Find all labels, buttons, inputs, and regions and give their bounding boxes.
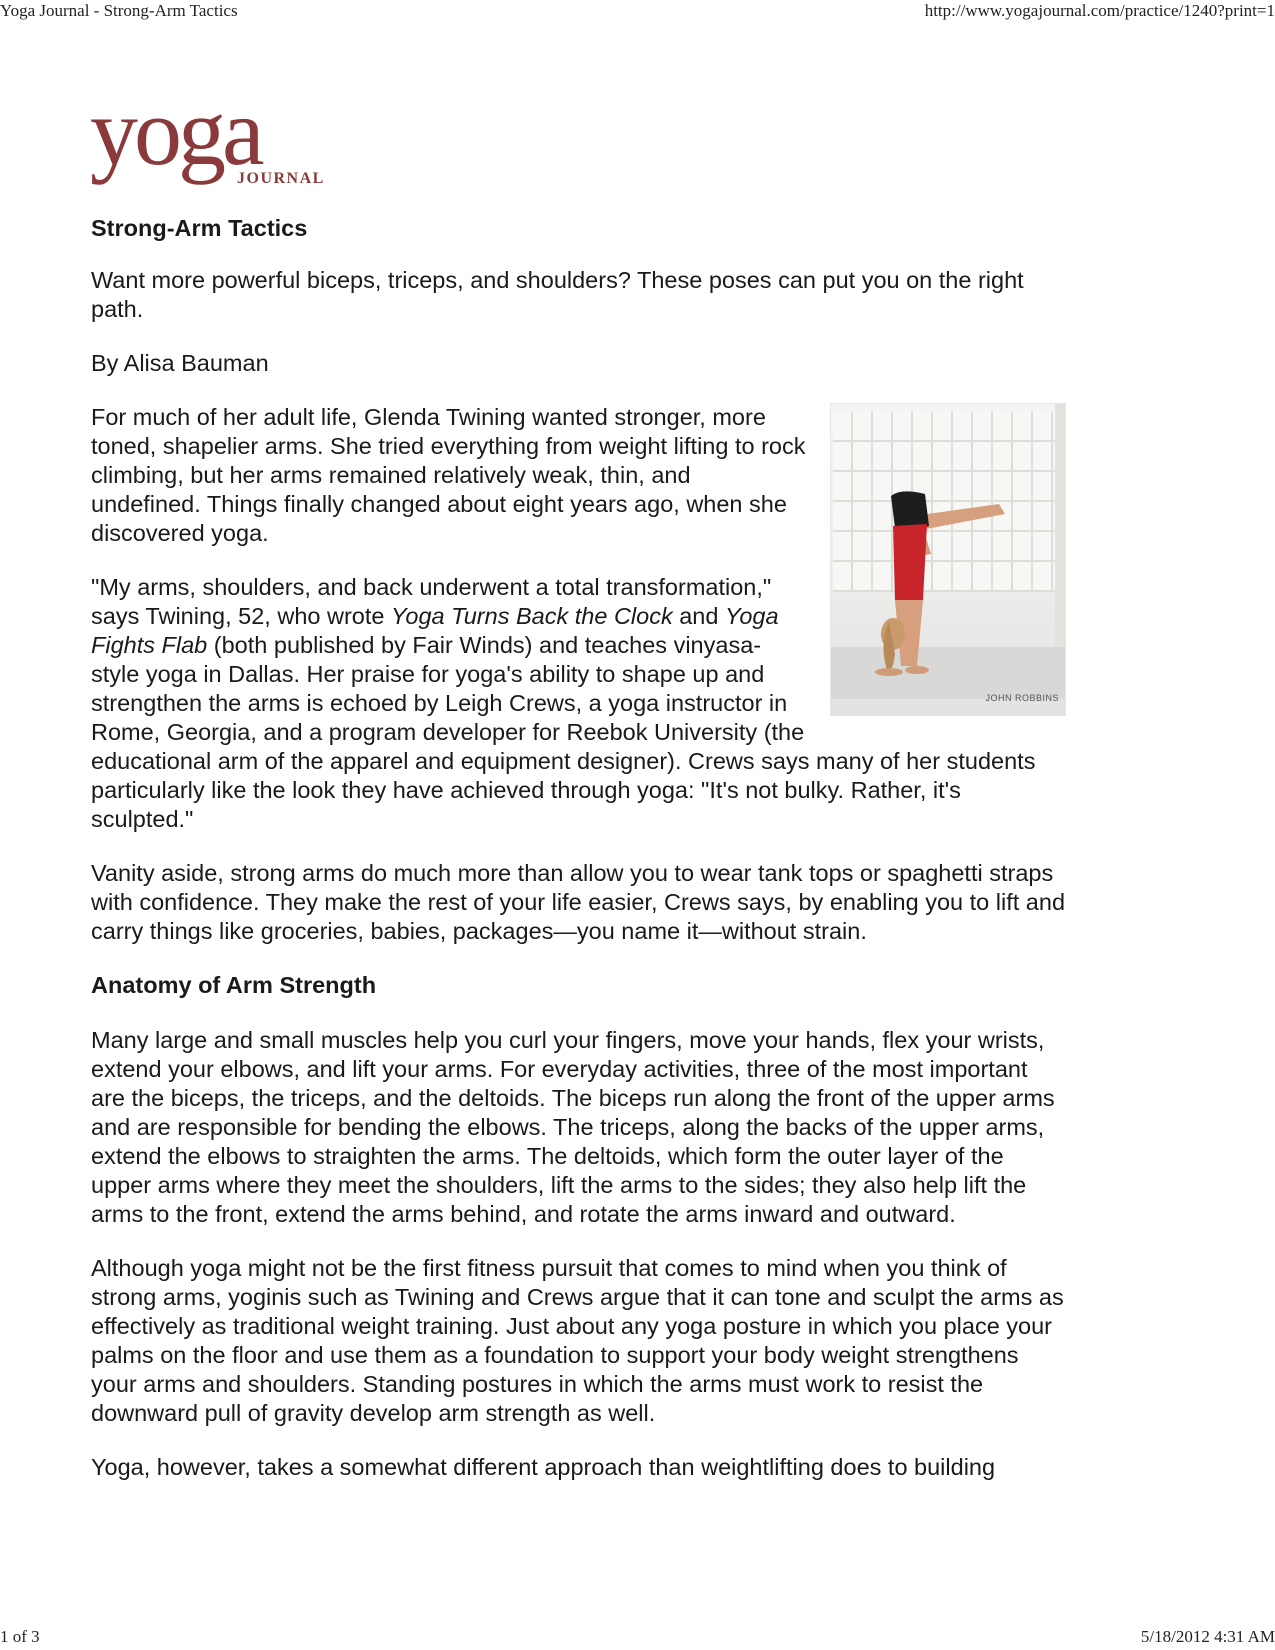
article-byline: By Alisa Bauman [91,350,269,376]
page-indicator: 1 of 3 [0,1627,40,1646]
print-header-title: Yoga Journal - Strong-Arm Tactics [0,1,238,20]
article [91,214,1066,1507]
paragraph-4: Many large and small muscles help you curl your fingers, move your hands, flex your wrists, extend your elbows, and lift your arms. For everyday activities, three of the most important are the biceps, the triceps, and the deltoids. The biceps run along the front of the upper arms and are responsible for bending the elbows. The triceps, along the backs of the upper arms, extend the elbows to straighten the arms. The deltoids, which form the outer layer of the upper arms where they meet the shoulders, lift the arms to the sides; they also help lift the arms to the front, extend the arms behind, and rotate the arms inward and outward. [91,1027,1055,1227]
yoga-journal-logo [90,78,380,198]
section-heading: Anatomy of Arm Strength [91,972,377,998]
article-dek: Want more powerful biceps, triceps, and shoulders? These poses can put you on the right path. [91,267,1024,322]
logo-word: yoga [90,78,261,185]
article-title: Strong-Arm Tactics [91,215,308,241]
photo-credit: JOHN ROBBINS [985,693,1059,703]
paragraph-6: Yoga, however, takes a somewhat different approach than weightlifting does to building [91,1454,996,1480]
paragraph-2-part-b: and [672,603,725,629]
print-footer [0,1626,1275,1650]
handstand-figure [831,404,1065,715]
book-title-2: Yoga Fights Flab [91,603,779,658]
book-title-1: Yoga Turns Back the Clock [391,603,673,629]
print-timestamp: 5/18/2012 4:31 AM [1140,1627,1275,1646]
paragraph-2-part-a: "My arms, shoulders, and back underwent a total transformation," says Twining, 52, who wrote [91,574,772,629]
paragraph-5: Although yoga might not be the first fitness pursuit that comes to mind when you think of strong arms, yoginis such as Twining and Crews argue that it can tone and sculpt the arms as effectively as traditional weight training. Just about any yoga posture in which you place your palms on the floor and use them as a foundation to support your body weight strengthens your arms and shoulders. Standing postures in which the arms must work to resist the downward pull of gravity develop arm strength as well. [91,1255,1064,1426]
paragraph-3: Vanity aside, strong arms do much more than allow you to wear tank tops or spaghetti straps with confidence. They make the rest of your life easier, Crews says, by enabling you to lift and carry things like groceries, babies, packages—you name it—without strain. [91,860,1066,944]
paragraph-2-part-c: (both published by Fair Winds) and teaches vinyasa-style yoga in Dallas. Her praise for yoga's ability to shape up and strengthen the arms is echoed by Leigh Crews, a yoga instructor in Rome, Georgia, and a program developer for Reebok University (the educational arm of the apparel and equipment designer). Crews says many of her students particularly like the look they have achieved through yoga: "It's not bulky. Rather, it's sculpted." [91,632,1036,832]
handstand-photo [830,403,1066,716]
logo-sub: JOURNAL [237,170,325,187]
print-header [0,0,1275,24]
print-header-url[interactable]: http://www.yogajournal.com/practice/1240?print=1 [924,1,1275,20]
paragraph-1: For much of her adult life, Glenda Twining wanted stronger, more toned, shapelier arms. She tried everything from weight lifting to rock climbing, but her arms remained relatively weak, thin, and undefined. Things finally changed about eight years ago, when she discovered yoga. [91,404,806,546]
